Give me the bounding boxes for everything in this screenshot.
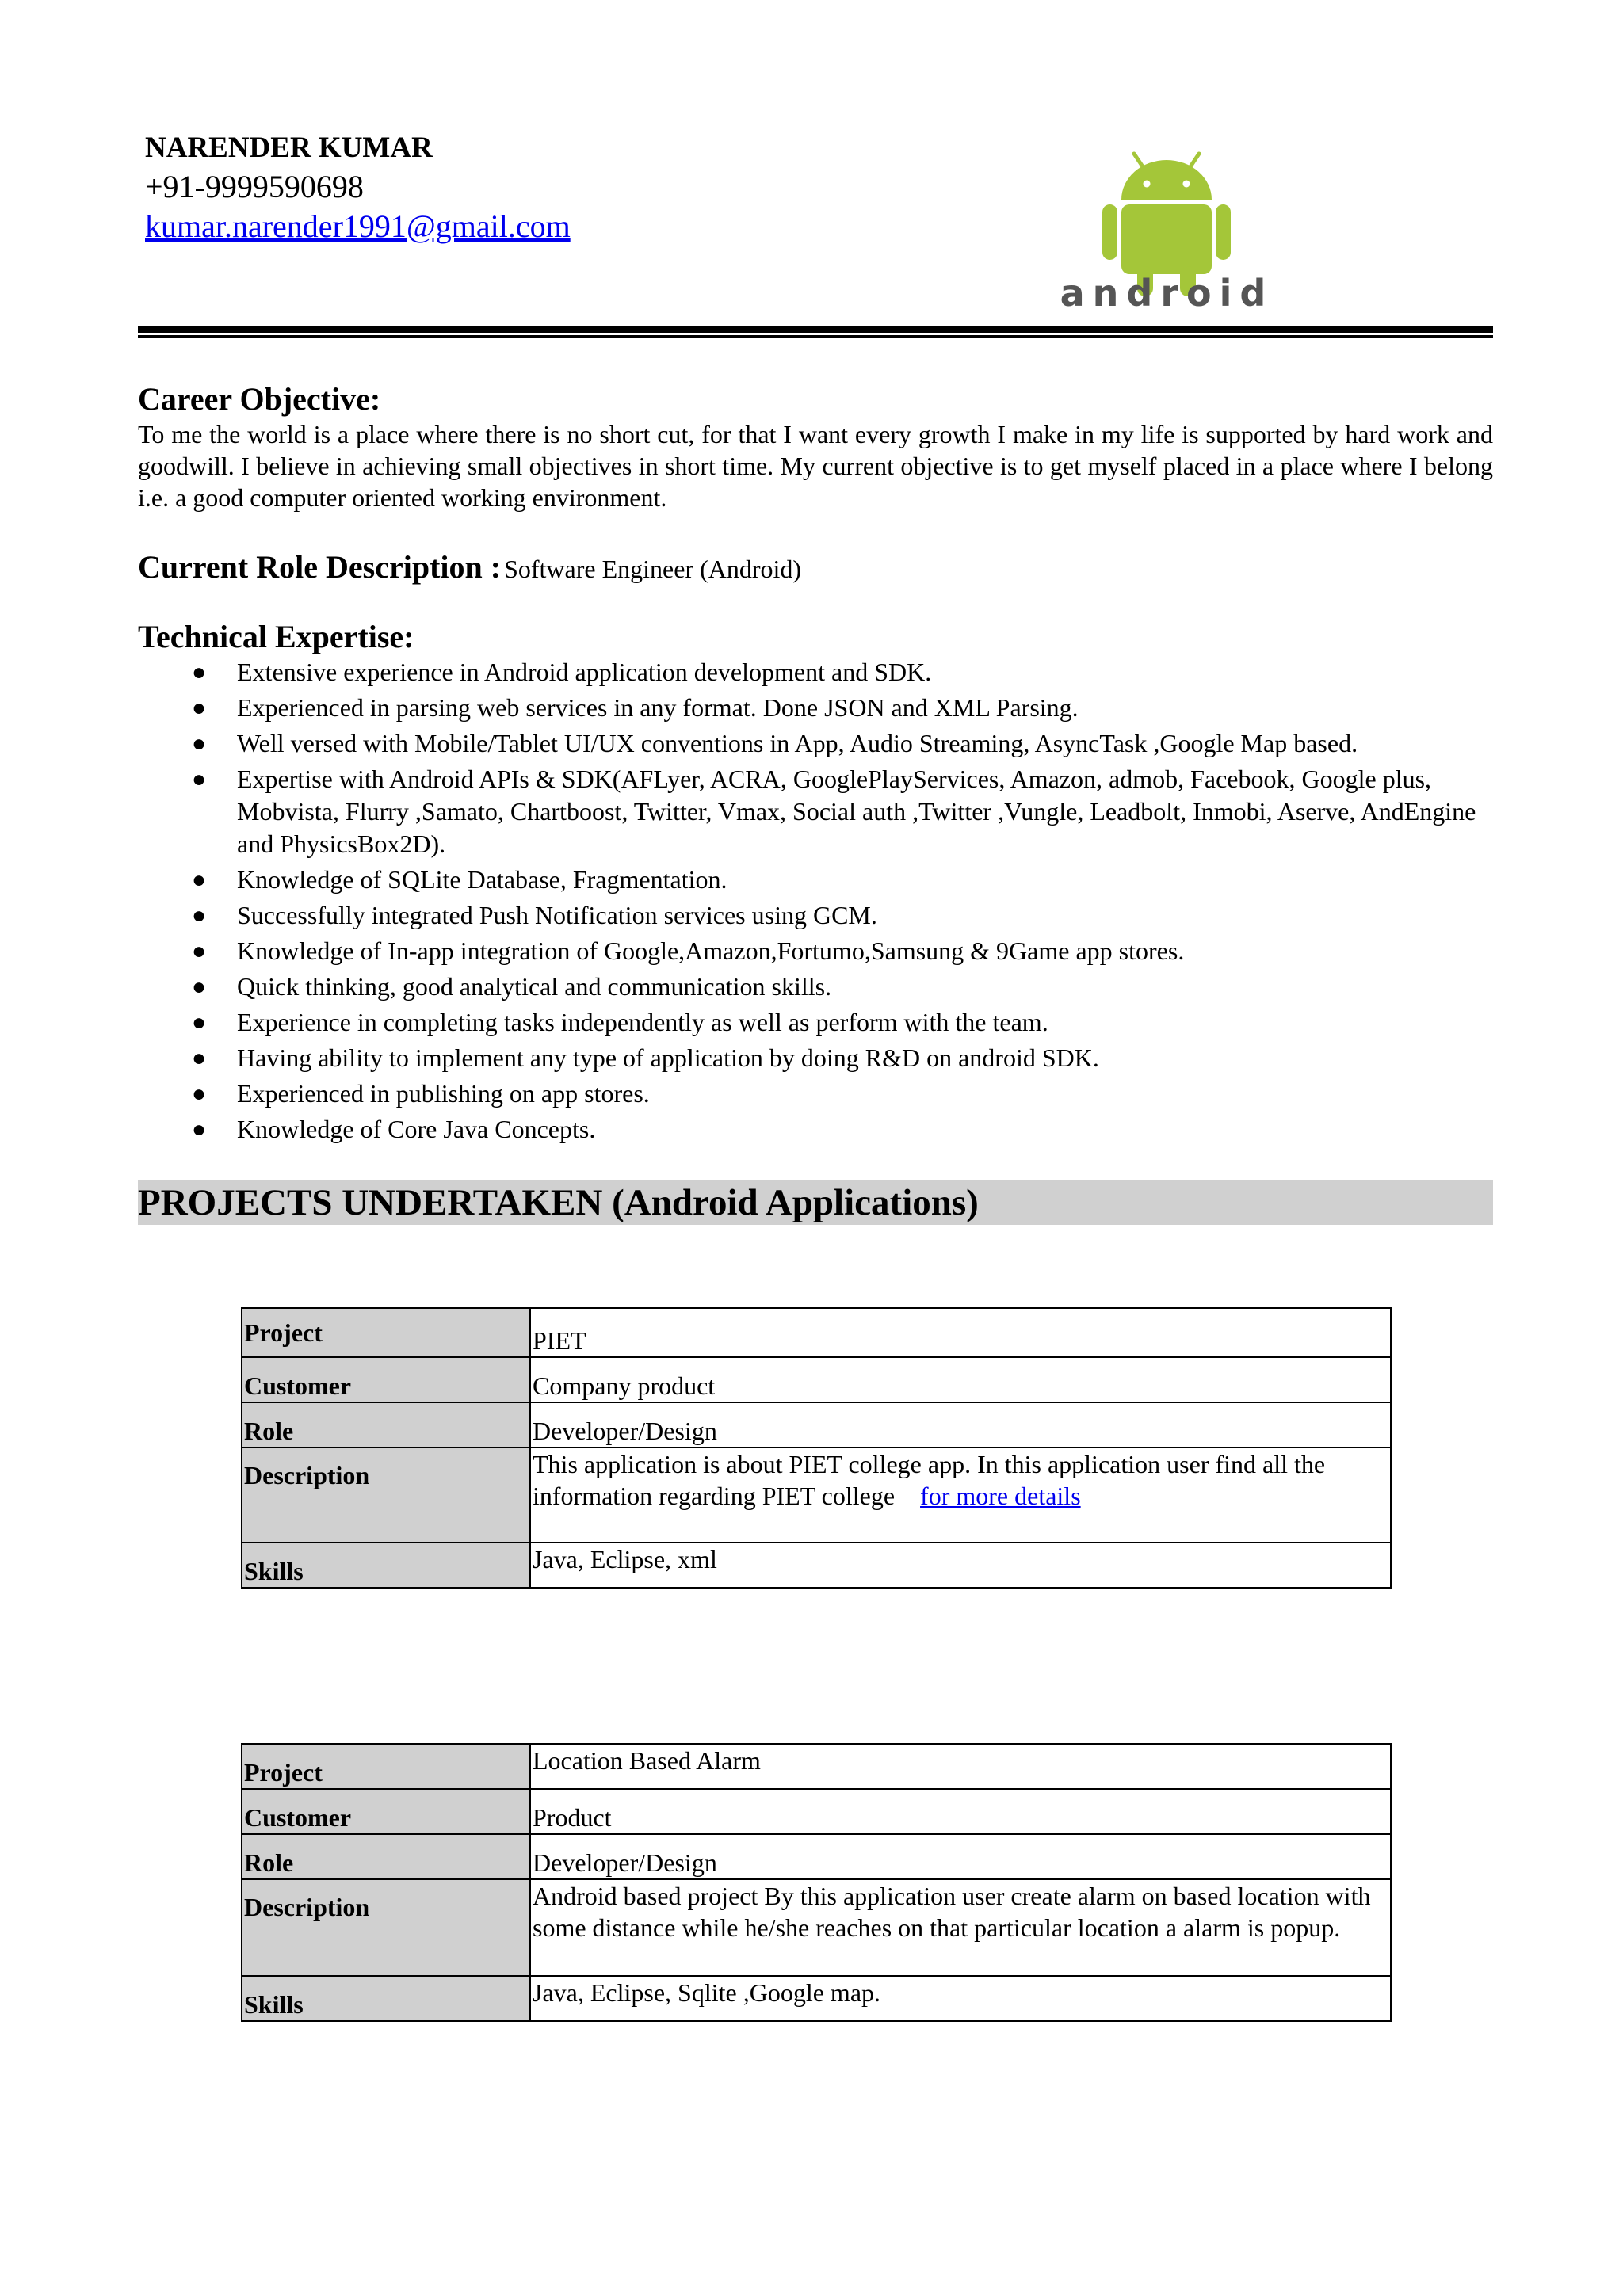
table-row (242, 1834, 1391, 1879)
skills-label: Skills (242, 1976, 530, 2021)
bullet-icon: ● (192, 695, 207, 721)
list-item: ● Well versed with Mobile/Tablet UI/UX conventions in App, Audio Streaming, AsyncTask ,Google Map based. (138, 727, 1493, 760)
description-label: Description (242, 1879, 530, 1976)
table-row (242, 1789, 1391, 1834)
table-row (242, 1976, 1391, 2021)
customer-value: Company product (530, 1357, 1391, 1402)
list-item: ● Experienced in parsing web services in any format. Done JSON and XML Parsing. (138, 692, 1493, 724)
technical-expertise-section (138, 618, 1493, 1149)
projects-heading-banner (138, 1180, 1493, 1225)
bullet-icon: ● (192, 1045, 207, 1071)
description-cell (530, 1447, 1391, 1543)
project-table-piet (241, 1307, 1392, 1589)
description-value: Android based project By this application user create alarm on based location with some distance while he/she reaches on that particular location a alarm is popup. (530, 1879, 1391, 1976)
current-role-heading: Current Role Description : (138, 549, 502, 585)
career-objective-section (138, 380, 1493, 513)
table-row (242, 1543, 1391, 1588)
table-row (242, 1879, 1391, 1976)
bullet-icon: ● (192, 1116, 207, 1142)
phone-number: +91-9999590698 (145, 169, 364, 204)
email-link[interactable]: kumar.narender1991@gmail.com (145, 208, 571, 244)
android-logo-wordmark: android (1060, 272, 1274, 315)
skills-label: Skills (242, 1543, 530, 1588)
table-row (242, 1402, 1391, 1447)
bullet-icon: ● (192, 902, 207, 929)
skills-value: Java, Eclipse, xml (530, 1543, 1391, 1588)
header-divider-thin (138, 335, 1493, 338)
projects-heading: PROJECTS UNDERTAKEN (Android Applications) (138, 1182, 979, 1223)
project-value: PIET (530, 1308, 1391, 1357)
role-value: Developer/Design (530, 1402, 1391, 1447)
bullet-icon: ● (192, 1081, 207, 1107)
project-label: Project (242, 1308, 530, 1357)
bullet-icon: ● (192, 1009, 207, 1035)
list-item: ● Knowledge of Core Java Concepts. (138, 1113, 1493, 1146)
list-item: ● Expertise with Android APIs & SDK(AFLyer, ACRA, GooglePlayServices, Amazon, admob, Facebook, Google plus, Mobvista, Flurry ,Samato, Chartboost, Twitter, Vmax, Social auth ,Twitter ,Vungle, Leadbolt, Inmobi, Aserve, AndEngine and PhysicsBox2D). (192, 765, 1476, 858)
bullet-icon: ● (192, 938, 207, 964)
description-value: This application is about PIET college app. In this application user find all the information regarding PIET college (533, 1450, 1326, 1510)
career-objective-heading: Career Objective: (138, 381, 381, 417)
bullet-icon: ● (192, 730, 207, 757)
list-item: ● Quick thinking, good analytical and communication skills. (138, 971, 1493, 1003)
bullet-icon: ● (192, 867, 207, 893)
bullet-icon: ● (192, 766, 207, 792)
header-divider-thick (138, 326, 1493, 333)
customer-label: Customer (242, 1357, 530, 1402)
customer-value: Product (530, 1789, 1391, 1834)
list-item: ● Knowledge of In-app integration of Google,Amazon,Fortumo,Samsung & 9Game app stores. (138, 935, 1493, 967)
expertise-list (138, 656, 1493, 1146)
career-objective-text: To me the world is a place where there is no short cut, for that I want every growth I make in my life is supported by hard work and goodwill. I believe in achieving small objectives in short time. My current objective is to get myself placed in a place where I belong i.e. a good computer oriented working environment. (138, 420, 1493, 512)
role-label: Role (242, 1834, 530, 1879)
project-value: Location Based Alarm (530, 1744, 1391, 1789)
bullet-icon: ● (192, 974, 207, 1000)
project-label: Project (242, 1744, 530, 1789)
customer-label: Customer (242, 1789, 530, 1834)
role-value: Developer/Design (530, 1834, 1391, 1879)
list-item: ● Experience in completing tasks independently as well as perform with the team. (138, 1006, 1493, 1039)
list-item: ● Extensive experience in Android application development and SDK. (138, 656, 1493, 688)
role-label: Role (242, 1402, 530, 1447)
list-item: ● Knowledge of SQLite Database, Fragmentation. (138, 864, 1493, 896)
skills-value: Java, Eclipse, Sqlite ,Google map. (530, 1976, 1391, 2021)
table-row (242, 1308, 1391, 1357)
more-details-link[interactable]: for more details (920, 1482, 1081, 1510)
bullet-icon: ● (192, 659, 207, 685)
table-row (242, 1447, 1391, 1543)
table-row (242, 1744, 1391, 1789)
contact-block (145, 128, 571, 247)
list-item: ● Having ability to implement any type of application by doing R&D on android SDK. (138, 1042, 1493, 1074)
description-label: Description (242, 1447, 530, 1543)
list-item: ● Experienced in publishing on app stores. (138, 1077, 1493, 1110)
candidate-name: NARENDER KUMAR (145, 132, 433, 164)
project-table-location-alarm (241, 1743, 1392, 2022)
list-item: ● Successfully integrated Push Notification services using GCM. (138, 899, 1493, 932)
current-role-section (138, 548, 1493, 586)
current-role-value: Software Engineer (Android) (504, 555, 802, 583)
technical-expertise-heading: Technical Expertise: (138, 619, 414, 654)
table-row (242, 1357, 1391, 1402)
